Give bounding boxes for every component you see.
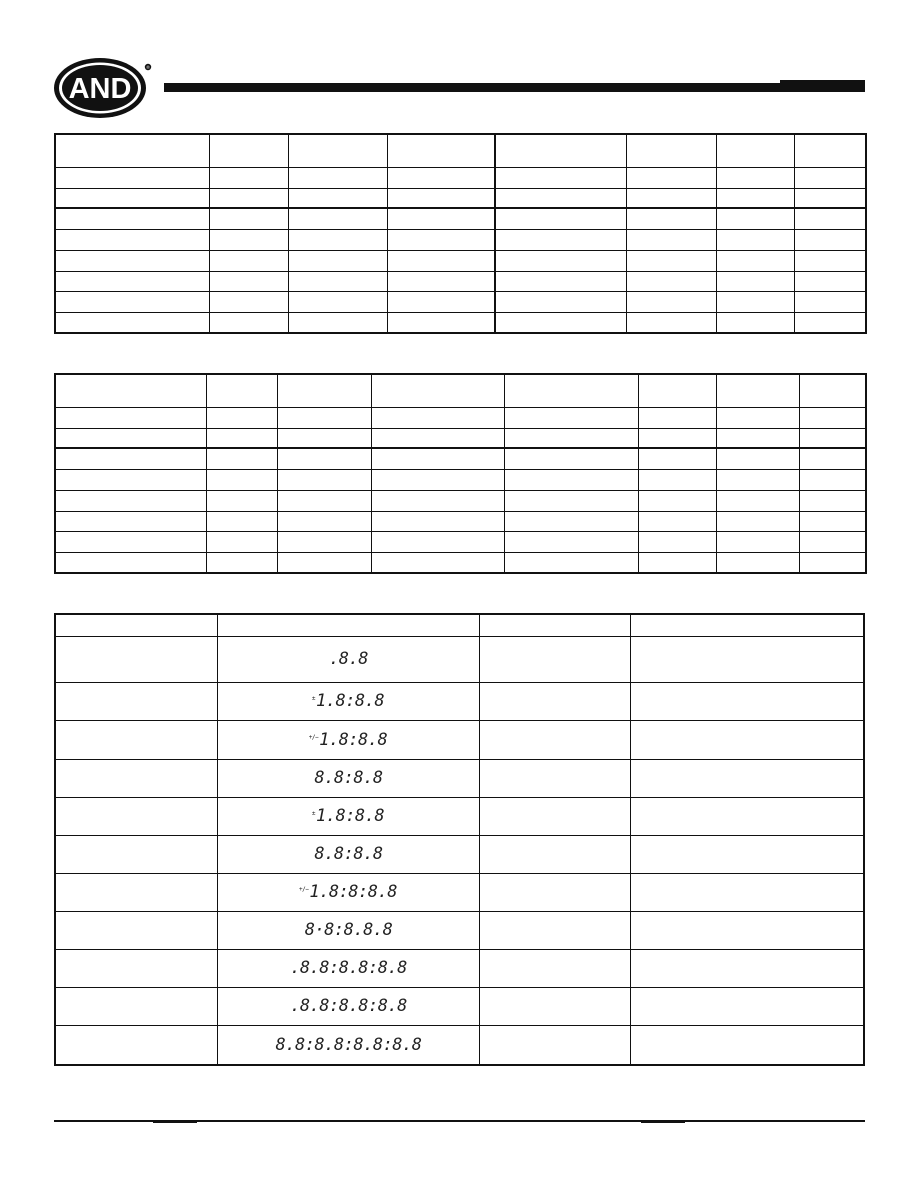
- footer-mark-left: [153, 1121, 197, 1123]
- table-row: [55, 291, 866, 312]
- table-row: [55, 312, 866, 333]
- table-row: [55, 835, 864, 873]
- lcd-display-sample: +/−1.8:8.8: [217, 720, 479, 759]
- and-logo: [52, 55, 153, 120]
- table-header-row: [55, 374, 866, 407]
- table-row: [55, 469, 866, 490]
- table-row: [55, 759, 864, 797]
- table-row: [55, 229, 866, 250]
- table-row: [55, 911, 864, 949]
- table-row: [55, 1025, 864, 1065]
- table-row: [55, 208, 866, 229]
- lcd-display-sample: ±1.8:8.8: [217, 797, 479, 835]
- table-row: [55, 167, 866, 188]
- lcd-display-sample: 8.8:8.8: [217, 759, 479, 797]
- spec-table-2: [54, 373, 867, 574]
- lcd-display-sample: +/−1.8:8:8.8: [217, 873, 479, 911]
- lcd-display-sample: .8.8:8.8:8.8: [217, 987, 479, 1025]
- lcd-display-sample: .8.8: [217, 636, 479, 682]
- lcd-display-sample: 8.8:8.8:8.8:8.8: [217, 1025, 479, 1065]
- header-rule-accent: [780, 80, 865, 83]
- table-row: [55, 531, 866, 552]
- display-format-table: [54, 613, 865, 1066]
- registered-mark: ®: [146, 65, 150, 70]
- lcd-display-sample: .8.8:8.8:8.8: [217, 949, 479, 987]
- table-row: [55, 797, 864, 835]
- table-row: [55, 949, 864, 987]
- table-row: [55, 428, 866, 448]
- table-row: [55, 448, 866, 469]
- table-row: [55, 271, 866, 291]
- lcd-display-sample: 8.8:8.8: [217, 835, 479, 873]
- table-row: [55, 188, 866, 208]
- table-row: [55, 407, 866, 428]
- table-row: [55, 987, 864, 1025]
- table-row: [55, 682, 864, 720]
- logo-text: AND: [68, 73, 132, 105]
- table-row: [55, 720, 864, 759]
- lcd-display-sample: ±1.8:8.8: [217, 682, 479, 720]
- table-header-row: [55, 614, 864, 636]
- table-header-row: [55, 134, 866, 167]
- header-rule: [164, 83, 865, 92]
- table-row: [55, 250, 866, 271]
- table-row: [55, 552, 866, 573]
- table-row: [55, 490, 866, 511]
- lcd-display-sample: 8·8:8.8.8: [217, 911, 479, 949]
- spec-table-1: [54, 133, 867, 334]
- table-row: [55, 636, 864, 682]
- table-row: [55, 511, 866, 531]
- table-row: [55, 873, 864, 911]
- footer-mark-right: [641, 1121, 685, 1123]
